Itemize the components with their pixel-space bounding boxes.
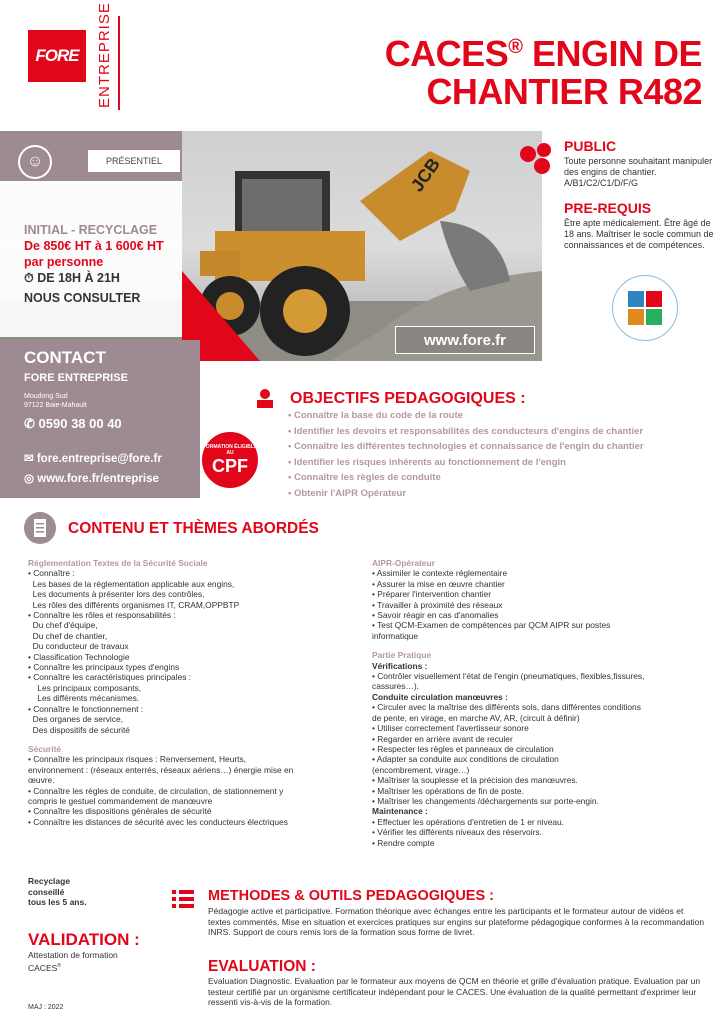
content-line: • Circuler avec la maîtrise des différents sols, dans différentes conditions [372,702,641,713]
content-line: • Respecter les règles et panneaux de circulation [372,743,554,754]
public-icon [516,140,556,176]
evaluation-text: Evaluation Diagnostic. Evaluation par le formateur aux moyens de QCM en théorie et grille d'évaluation pratique. Evaluation par un testeur certifié par un organisme certificateur indépendant pour le CACES. Une évaluation de la qualité permettant d'exprimer leur ressenti vis-à-vis de la formation. [208,976,701,1007]
content-line: Du chef d'équipe, [28,620,98,631]
public-heading: PUBLIC [564,138,617,154]
content-line: • Connaître les rôles et responsabilités : [28,610,176,621]
content-line: de pente, en virage, en marche AV, AR, (circuit à définir) [372,712,580,723]
clock-icon: ⏱ [24,271,34,285]
content-line: • Classification Technologie [28,651,130,662]
content-line: œuvre. [28,775,55,786]
content-heading: CONTENU ET THÈMES ABORDÉS [68,520,319,537]
prereq-heading: PRE-REQUIS [564,200,652,216]
content-line: • Connaître : [28,568,75,579]
content-line: • Connaître les règles de conduite, de circulation, de stationnement y [28,785,284,796]
content-line: Du conducteur de travaux [28,641,129,652]
update-date: MAJ : 2022 [28,1004,64,1011]
content-line: Les rôles des différents organismes IT, CRAM,OPPBTP [28,599,240,610]
phone-icon: ✆ [24,416,35,431]
content-line: • Connaître les dispositions générales de sécurité [28,806,212,817]
prereq-text: Être apte médicalement. Être âgé de 18 ans. Maîtriser le socle commun de connaissances et de compétences. [564,218,714,250]
content-line: • Vérifier les différents niveaux des réservoirs. [372,827,542,838]
contact-address: Moudong Sud 97122 Baie-Mahault [24,393,87,409]
content-line: • Connaître les principaux types d'engins [28,662,180,673]
website-banner[interactable]: www.fore.fr [395,326,535,354]
globe-icon: ◎ [24,473,35,485]
cpf-badge: FORMATION ÉLIGIBLE AU CPF [200,430,260,490]
content-line: • Regarder en arrière avant de reculer [372,733,513,744]
content-line: Des dispositifs de sécurité [28,724,130,735]
content-line: • Travailler à proximité des réseaux [372,599,503,610]
content-line: Du chef de chantier, [28,630,108,641]
contact-heading: CONTACT [24,348,106,367]
logo-entreprise-label: ENTREPRISE [96,2,113,108]
contact-web[interactable]: ◎ www.fore.fr/entreprise [24,473,159,485]
methods-heading: METHODES & OUTILS PEDAGOGIQUES : [208,888,494,904]
content-line: • Effectuer les opérations d'entretien de 1 er niveau. [372,816,565,827]
accessibility-icon [612,275,678,341]
page-title: CACES® ENGIN DE CHANTIER R482 [384,33,702,112]
user-icon: ☺ [18,145,52,179]
validation-text: Attestation de formation CACES® [28,950,118,973]
validation-heading: VALIDATION : [28,930,140,949]
content-line: • Adapter sa conduite aux conditions de circulation [372,754,559,765]
content-line: • Maîtriser la souplesse et la précision des manœuvres. [372,775,578,786]
pricing-per: par personne [24,255,104,269]
content-line: • Contrôler visuellement l'état de l'engin (pneumatiques, flexibles,fissures, [372,671,645,682]
objectives-list [288,408,644,501]
content-line: • Rendre compte [372,837,435,848]
pricing-consult: NOUS CONSULTER [24,291,141,305]
recycling-note: Recyclage conseillé tous les 5 ans. [28,876,87,907]
content-line: Les bases de la réglementation applicable aux engins, [28,578,235,589]
content-right-column: AIPR-Opérateur • Assimiler le contexte réglementaire • Assurer la mise en œuvre chantier • Préparer l'intervention chantier • Travailler à proximité des réseaux • Savoir réagir en cas d'anomalies • Test QCM-Examen de compétences par QCM AIPR sur postes informatique Partie Pratique Vérifications : • Contrôler visuellement l'état de l'engin (pneumatiques, flexibles,fissures, cassures…). Conduite circulation manœuvres : • Circuler avec la maîtrise des différents sols, dans différentes conditions de pente, en virage, en marche AV, AR, (circuit à définir) • Utiliser correctement l'avertisseur sonore • Regarder en arrière avant de reculer • Respecter les règles et panneaux de circulation • Adapter sa conduite aux conditions de circulation (encombrement, virage…) • Maîtriser la souplesse et la précision des manœuvres. • Maîtriser les opérations de fin de poste. • Maîtriser les changements /déchargements sur porte-engin. Maintenance : • Effectuer les opérations d'entretien de 1 er niveau. • Vérifier les différents niveaux des réservoirs. • Rendre compte [372,558,717,848]
content-line: compris le gestuel commandement de manœuvre [28,795,213,806]
list-item: • Identifier les risques inhérents au fonctionnement de l'engin [288,456,566,468]
content-line: Les différents mécanismes. [28,693,140,704]
content-line: cassures…). [372,681,420,692]
content-line: • Préparer l'intervention chantier [372,589,492,600]
objectives-icon [254,388,276,408]
contact-name: FORE ENTREPRISE [24,372,128,384]
content-left-column: Réglementation Textes de la Sécurité Sociale • Connaître : Les bases de la réglementation applicable aux engins, Les documents à présenter lors des contrôles, Les rôles des différents organismes IT, CRAM,OPPBTP • Connaître les rôles et responsabilités : Du chef d'équipe, Du chef de chantier, Du conducteur de travaux • Classification Technologie • Connaître les principaux types d'engins • Connaître les caractéristiques principales : Les principaux composants, Les différents mécanismes. • Connaître le fonctionnement : Des organes de service, Des dispositifs de sécurité Sécurité • Connaître les principaux risques : Renversement, Heurts, environnement : (réseaux enterrés, réseaux aériens…) énergie mise en œuvre. • Connaître les règles de conduite, de circulation, de stationnement y compris le gestuel commandement de manœuvre • Connaître les dispositions générales de sécurité • Connaître les distances de sécurité avec les conducteurs électriques [28,558,363,827]
content-line: • Maîtriser les opérations de fin de poste. [372,785,524,796]
content-line: • Assurer la mise en œuvre chantier [372,578,505,589]
mode-label: PRÉSENTIEL [88,150,180,172]
list-item: • Connaître les règles de conduite [288,472,441,483]
pricing-type: INITIAL - RECYCLAGE [24,223,158,237]
content-line: Des organes de service, [28,714,123,725]
content-line: • Assimiler le contexte réglementaire [372,568,508,579]
content-icon [24,512,56,544]
svg-text:JCB: JCB [406,154,444,196]
contact-panel [0,340,200,498]
content-line: • Maîtriser les changements /déchargements sur porte-engin. [372,795,599,806]
content-line: environnement : (réseaux enterrés, réseaux aériens…) énergie mise en [28,764,294,775]
pricing-block [24,222,184,306]
content-line: • Connaître les caractéristiques principales : [28,672,192,683]
content-line: • Test QCM-Examen de compétences par QCM AIPR sur postes [372,620,611,631]
content-line: • Connaître le fonctionnement : [28,703,144,714]
content-line: • Connaître les distances de sécurité avec les conducteurs électriques [28,816,288,827]
contact-phone[interactable]: ✆ 0590 38 00 40 [24,416,122,431]
list-item: • Connaître les différentes technologies et connaissance de l'engin du chantier [288,441,644,452]
pricing-price: De 850€ HT à 1 600€ HT [24,239,164,253]
public-text: Toute personne souhaitant manipuler des engins de chantier. A/B1/C2/C1/D/F/G [564,156,713,188]
list-item: • Connaître la base du code de la route [288,410,463,421]
methods-icon [172,890,194,908]
content-line: • Savoir réagir en cas d'anomalies [372,610,499,621]
methods-text: Pédagogie active et participative. Formation théorique avec échanges entre les participants et le formateur autour de vidéos et textes commentés. Mise en situation et exercices pratiques sur engins sur plateforme pédagogique conformes à la recommandation INRS. Support de cours remis lors de la formation sous forme de livret. [208,906,705,937]
content-line: • Connaître les principaux risques : Renversement, Heurts, [28,754,246,765]
content-line: • Utiliser correctement l'avertisseur sonore [372,723,529,734]
content-line: (encombrement, virage…) [372,764,470,775]
list-item: • Obtenir l'AIPR Opérateur [288,487,407,499]
content-line: Les documents à présenter lors des contrôles, [28,589,205,600]
logo-divider [118,16,120,110]
mail-icon: ✉ [24,453,34,465]
content-line: Les principaux composants, [28,682,142,693]
pricing-hours: ⏱ DE 18H À 21H [24,271,120,285]
contact-email[interactable]: ✉ fore.entreprise@fore.fr [24,453,162,465]
list-item: • Identifier les devoirs et responsabilités des conducteurs d'engins de chantier [288,425,644,437]
fore-logo: FORE [28,30,86,82]
objectives-heading: OBJECTIFS PEDAGOGIQUES : [290,390,526,407]
content-line: informatique [372,630,419,641]
evaluation-heading: EVALUATION : [208,958,316,975]
